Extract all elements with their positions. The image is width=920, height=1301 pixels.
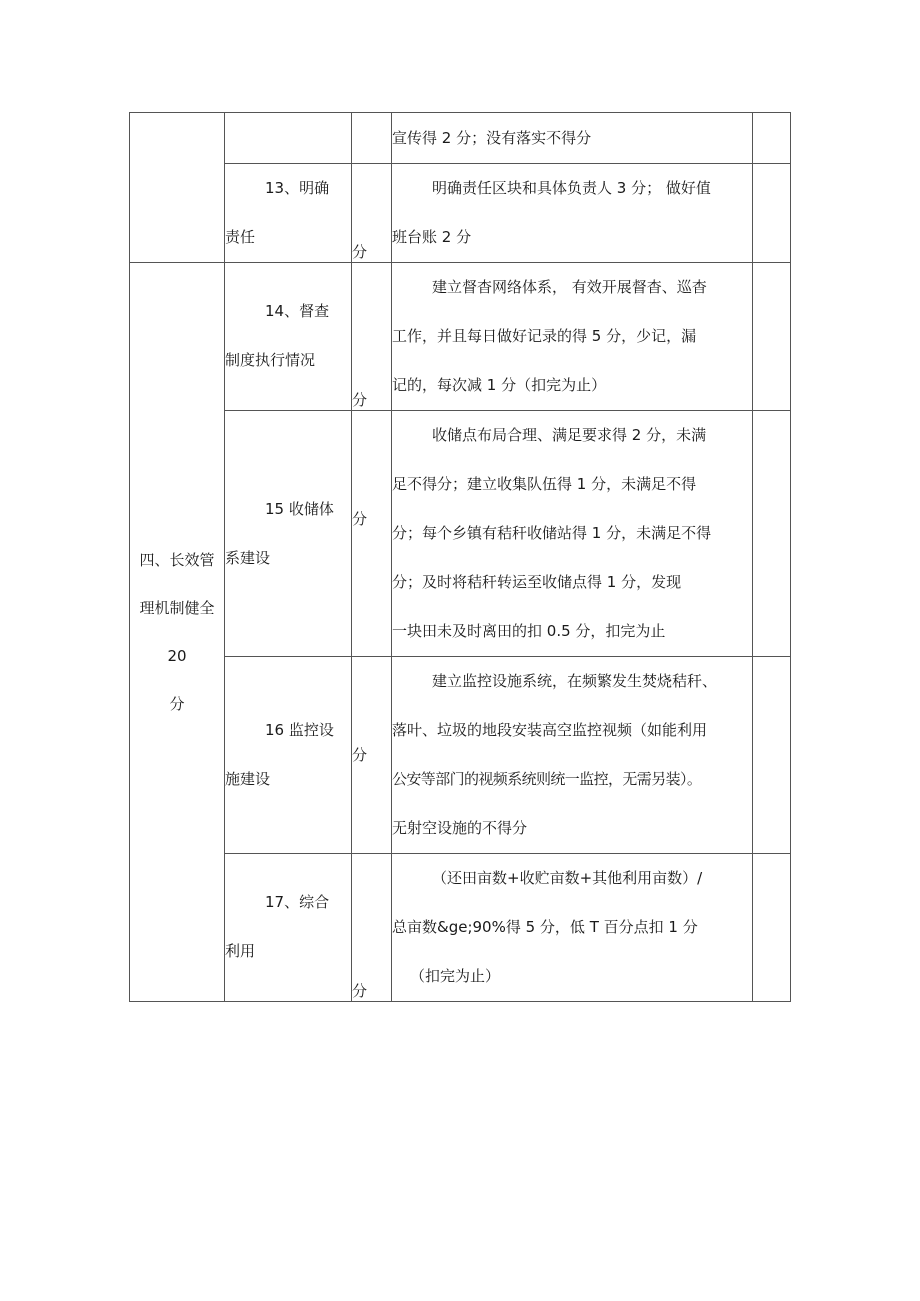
content-cell [392,263,753,411]
item-line: 制度执行情况 [225,351,316,369]
category-line: 分 [169,695,185,713]
extra-cell [753,164,791,263]
item-line: 责任 [225,228,256,246]
item-cell [225,657,352,854]
content-line: 建立监控设施系统，在频繁发生焚烧秸秆、 [432,672,718,690]
item-line: 17、综合 [265,893,330,911]
content-cell [392,411,753,657]
category-line: 20 [167,647,187,665]
content-line: 一块田未及时离田的扣 0.5 分，扣完为止 [392,622,666,640]
score-cell [352,263,392,411]
score-label: 分 [352,509,368,528]
score-label: 分 [352,391,368,409]
extra-cell [753,854,791,1002]
table-row [130,263,791,411]
item-line: 施建设 [225,770,271,788]
content-cell [392,657,753,854]
score-label: 分 [352,243,368,261]
item-line: 14、督查 [265,302,330,320]
item-cell [225,113,352,164]
item-cell [225,854,352,1002]
category-cell-empty [130,113,225,263]
extra-cell [753,263,791,411]
scoring-table [129,112,791,1002]
item-cell [225,164,352,263]
content-line: 宣传得 2 分；没有落实不得分 [392,129,592,147]
content-line: 公安等部门的视频系统则统一监控，无需另装）。 [392,770,702,788]
score-cell [352,411,392,657]
item-line: 16 监控设 [265,721,334,739]
item-line: 利用 [225,942,256,960]
extra-cell [753,113,791,164]
content-line: 工作，并且每日做好记录的得 5 分，少记，漏 [392,327,697,345]
table-row [130,657,791,854]
score-cell [352,854,392,1002]
content-line: 班台账 2 分 [392,228,472,246]
category-cell [130,263,225,1002]
content-cell [392,113,753,164]
item-cell [225,411,352,657]
content-line: （还田亩数+收贮亩数+其他利用亩数）/ [432,869,703,887]
content-line: 总亩数&ge;90%得 5 分，低 T 百分点扣 1 分 [392,918,698,936]
content-line: （扣完为止） [410,967,501,985]
item-line: 系建设 [225,548,271,567]
item-cell [225,263,352,411]
item-line: 15 收储体 [265,499,334,518]
category-line: 四、长效管 [139,551,215,569]
content-line: 建立督杳网络体系， 有效开展督杳、巡杳 [432,278,707,296]
content-line: 收储点布局合理、满足要求得 2 分，未满 [432,426,707,444]
table-row [130,854,791,1002]
content-line: 足不得分；建立收集队伍得 1 分，未满足不得 [392,475,697,493]
content-line: 无射空设施的不得分 [392,819,528,837]
content-cell [392,164,753,263]
item-line: 13、明确 [265,179,330,197]
extra-cell [753,411,791,657]
content-line: 分；每个乡镇有秸秆收储站得 1 分，未满足不得 [392,524,712,542]
content-line: 记的，每次减 1 分（扣完为止） [392,376,607,394]
score-label: 分 [352,982,368,1000]
table-row [130,411,791,657]
table-row [130,113,791,164]
score-cell [352,113,392,164]
content-line: 分；及时将秸秆转运至收储点得 1 分，发现 [392,573,682,591]
content-cell [392,854,753,1002]
extra-cell [753,657,791,854]
table-row [130,164,791,263]
score-label: 分 [352,746,368,764]
category-line: 理机制健全 [139,599,215,617]
content-line: 明确责任区块和具体负责人 3 分； 做好值 [432,179,711,197]
content-line: 落叶、垃圾的地段安装高空监控视频（如能利用 [392,721,708,739]
score-cell [352,657,392,854]
score-cell [352,164,392,263]
